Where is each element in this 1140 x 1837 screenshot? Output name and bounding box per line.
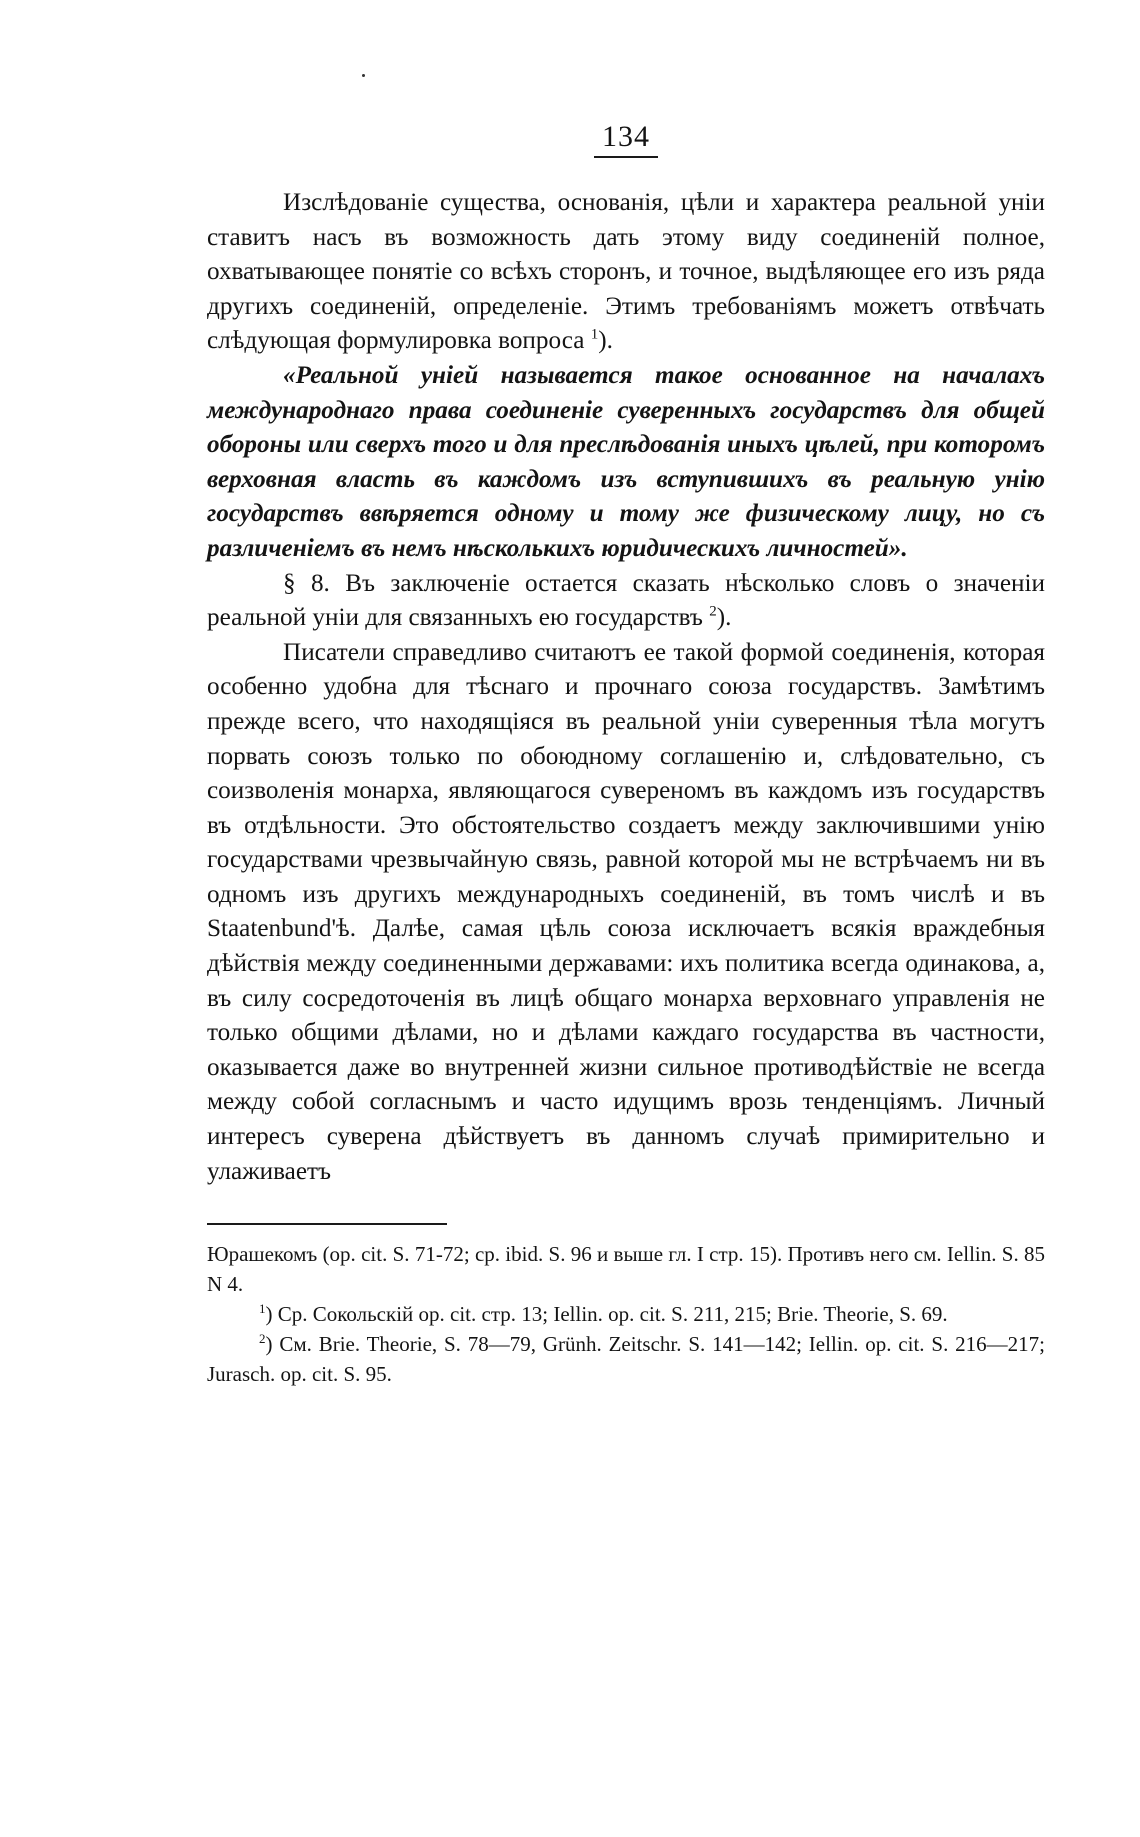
footnote-1-mark: 1 <box>259 1301 266 1317</box>
section-8-paragraph <box>207 567 1045 636</box>
footnote-continued: Юрашекомъ (op. cit. S. 71-72; cp. ibid. S. 96 и выше гл. I стр. 15). Противъ него см. Iellin. S. 85 N 4. <box>207 1242 1045 1297</box>
footnote-2 <box>207 1329 1045 1389</box>
page-header <box>207 120 1045 158</box>
body-text <box>207 186 1045 1189</box>
definition-quote: «Реальной уніей называется такое основанное на началахъ международнаго права соединеніе суверенныхъ государствъ для общей обороны или сверхъ того и для преслѣдованія иныхъ цѣлей, при которомъ верховная власть въ каждомъ изъ вступившихъ въ реальную унію государствъ ввѣряется одному и тому же физическому лицу, но съ различеніемъ въ немъ нѣсколькихъ юридическихъ личностей». <box>207 361 1045 562</box>
footnote-divider <box>207 1223 447 1225</box>
section-8-end: ). <box>716 604 732 632</box>
section-8-text: § 8. Въ заключеніе остается сказать нѣсколько словъ о значеніи реальной уніи для связанныхъ ею государствъ <box>207 569 1045 632</box>
page-number: 134 <box>594 120 658 158</box>
footnotes <box>207 1239 1045 1389</box>
footnote-ref-2: 2 <box>709 603 717 620</box>
print-speck <box>362 74 365 77</box>
footnote-2-mark: 2 <box>259 1331 266 1347</box>
page-content <box>207 120 1045 1389</box>
paragraph-intro-end: ). <box>598 327 613 355</box>
paragraph-writers: Писатели справедливо считаютъ ее такой формой соединенія, которая особенно удобна для тѣснаго и прочнаго союза государствъ. Замѣтимъ прежде всего, что находящіяся въ реальной уніи суверенныя тѣла могутъ порвать союзъ только по обоюдному соглашенію и, слѣдовательно, съ соизволенія монарха, являющагося сувереномъ въ каждомъ изъ государствъ въ отдѣльности. Это обстоятельство создаетъ между заключившими унію государствами чрезвычайную связь, равной которой мы не встрѣчаемъ ни въ одномъ изъ другихъ международныхъ соединеній, въ томъ числѣ и въ Staatenbund'ѣ. Далѣе, самая цѣль союза исключаетъ всякія враждебныя дѣйствія между соединенными державами: ихъ политика всегда одинакова, а, въ силу сосредоточенія въ лицѣ общаго монарха верховнаго управленія не только общими дѣлами, но и дѣлами каждаго государства въ частности, оказывается даже во внутренней жизни сильное противодѣйствіе не всегда между собой согласнымъ и часто идущимъ врозь тенденціямъ. Личный интересъ суверена дѣйствуетъ въ данномъ случаѣ примирительно и улаживаетъ <box>207 638 1045 1185</box>
footnote-2-text: ) См. Brie. Theorie, S. 78—79, Grünh. Zeitschr. S. 141—142; Iellin. op. cit. S. 216—217; Jurasch. op. cit. S. 95. <box>207 1332 1045 1387</box>
paragraph-intro <box>207 186 1045 359</box>
paragraph-intro-text: Изслѣдованіе существа, основанія, цѣли и характера реальной уніи ставитъ насъ въ возможность дать этому виду соединеній полное, охватывающее понятіе со всѣхъ сторонъ, и точное, выдѣляющее его изъ ряда другихъ соединеній, определеніе. Этимъ требованіямъ можетъ отвѣчать слѣдующая формулировка вопроса <box>207 189 1045 355</box>
footnote-ref-1: 1 <box>590 326 599 343</box>
footnote-1 <box>207 1299 1045 1329</box>
footnote-1-text: ) Ср. Сокольскій op. cit. стр. 13; Iellin. op. cit. S. 211, 215; Brie. Theorie, S. 69. <box>265 1302 948 1327</box>
